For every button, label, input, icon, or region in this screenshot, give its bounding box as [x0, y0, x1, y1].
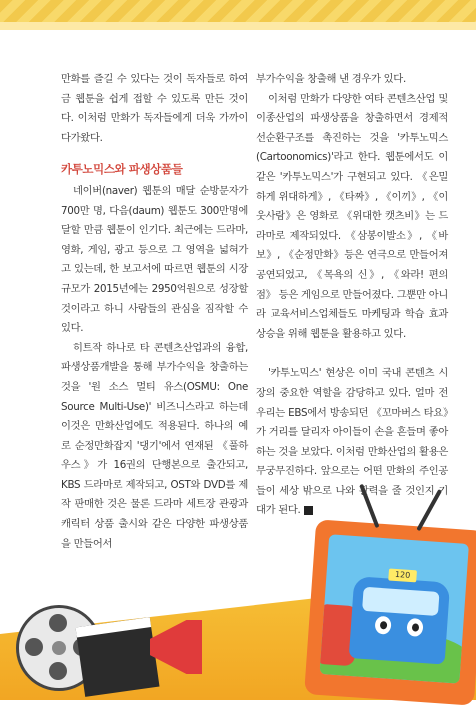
top-border-band	[0, 22, 476, 30]
right-paragraph-3	[256, 364, 448, 521]
right-paragraph-1: 부가수익을 창출해 낸 경우가 있다.	[256, 73, 406, 85]
left-paragraph-1: 네이버(naver) 웹툰의 매달 순방문자가 700만 명, 다음(daum) 웹툰도 300만명에 달할 만큼 웹툰이 인기다. 최근에는 드라마, 영화, 게임, 광고 등으로 그 영역을 넓혀가고 있는데, 한 보고서에 따르면 웹툰의 시장규모가 2015년에는 2950억원으로 성장할 것이라고 하니 사람들의 관심을 짐작할 수 있다.	[61, 184, 248, 335]
television-icon	[304, 519, 476, 705]
bus-number: 120	[388, 568, 417, 582]
right-paragraph-3-text: '카투노믹스' 현상은 이미 국내 콘텐츠 시장의 중요한 역할을 감당하고 있다. 얼마 전 우리는 EBS에서 방송되던 《꼬마버스 타요》가 거리를 달리자 아이들이 손을 흔들며 좋아하는 것을 보았다. 이처럼 만화산업의 활용은 무궁무진하다. 앞으로는 어떤 만화의 주인공들이 세상 밖으로 나와 활력을 줄 것인지 기대가 된다.	[256, 367, 448, 517]
left-column	[61, 70, 248, 554]
top-border-stripe	[0, 0, 476, 22]
bus-character-icon	[349, 569, 450, 664]
intro-paragraph: 만화를 즐길 수 있다는 것이 독자들로 하여금 웹툰을 쉽게 접할 수 있도록 만든 것이다. 이처럼 만화가 독자들에게 더욱 가까이 다가왔다.	[61, 73, 248, 144]
right-paragraph-2: 이처럼 만화가 다양한 여타 콘텐츠산업 및 이종산업의 파생상품을 창출하면서 경제적 선순환구조를 촉진하는 것을 '카투노믹스(Cartoonomics)'라고 한다. 웹툰에서도 이 같은 '카투노믹스'가 구현되고 있다. 《은밀하게 위대하게》, 《타짜》, 《이끼》, 《이웃사람》은 영화로 《위대한 캣츠비》는 드라마로 제작되었다. 《삼봉이발소》, 《바보》, 《순정만화》등은 연극으로 만들어져 공연되었고, 《목욕의 신》, 《와라! 편의점》 등은 게임으로 만들어졌다. 그뿐만 아니라 교육서비스업체들도 마케팅과 학습 효과 상승을 위해 웹툰을 활용하고 있다.	[256, 92, 448, 340]
clapperboard-icon	[75, 617, 159, 697]
left-paragraph-2: 히트작 하나로 타 콘텐츠산업과의 융합, 파생상품개발을 통해 부가수익을 창출하는 것을 '원 소스 멀티 유스(OSMU: One Source Multi-Use)' 비즈니스라고 하는데 이것은 만화산업에도 적용된다. 하나의 예로 순정만화잡지 '댕기'에서 연재된 《풀하우스》가 16권의 단행본으로 출간되고, KBS 드라마로 제작되고, OST와 DVD를 제작 판매한 것은 물론 드라마 세트장 관광과 캐릭터 상품 출시와 같은 다양한 파생상품을 만들어서	[61, 341, 248, 550]
tv-screen	[320, 534, 469, 683]
right-column	[256, 70, 448, 521]
section-heading: 카투노믹스와 파생상품들	[61, 162, 183, 177]
end-mark-icon: N	[304, 506, 313, 515]
